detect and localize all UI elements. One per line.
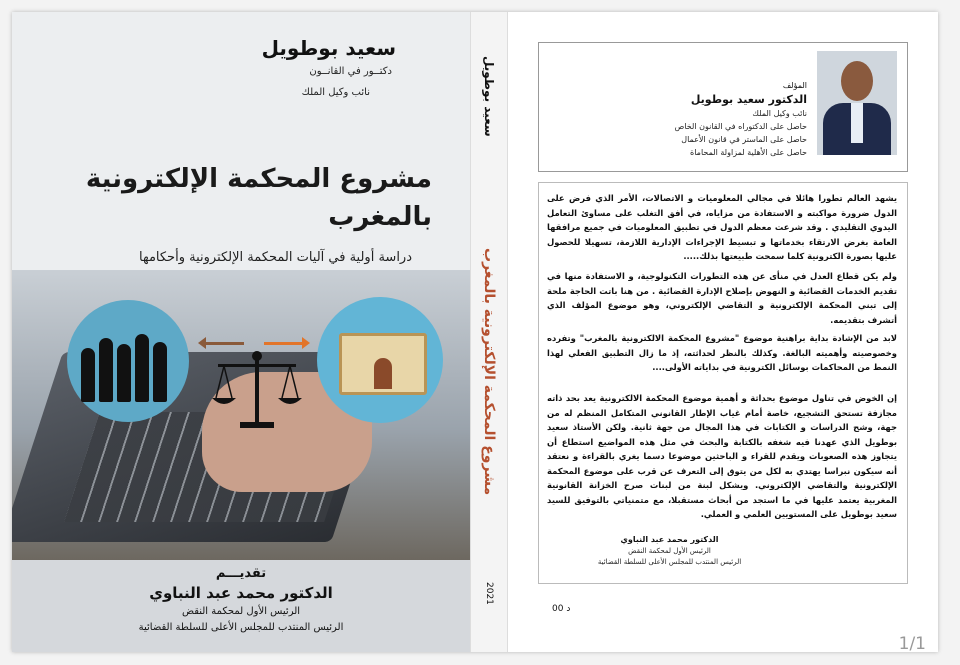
blurb-paragraph-1: يشهد العالم تطورا هائلا في مجالي المعلوميات و الاتصالات، الأمر الذي فرض على الدول ضرورة مواكبته و الاستفادة من مزاياه، في أفق التغلب على مساوئ التعامل اليدوي التقليدي . وقد شرعت معظم الدول في تطبيق المعلوميات في جميع مرافقها العامة بغرض الارتقاء بخدماتها و تبسيط الإجراءات الإدارية اللازمة، تسهيلا للحصول عليها بصورة الكترونية كلما سمحت طبيعتها بذلك..... (547, 193, 897, 261)
author-photo-shirt (851, 103, 863, 143)
back-blurb-box (538, 182, 908, 584)
author-line-4: حاصل على الأهلية لمزاولة المحاماة (690, 148, 807, 157)
book-subtitle: دراسة أولية في آليات المحكمة الإلكترونية وأحكامها (139, 250, 412, 265)
back-author-name: الدكتور سعيد بوطويل (690, 93, 807, 106)
person-icon (135, 334, 149, 402)
book-cover-spread (12, 12, 938, 652)
author-photo-head (841, 61, 873, 101)
foreword-label: تقديـــم (215, 566, 267, 581)
people-circle-icon (67, 300, 189, 422)
signature-name: الدكتور محمد عبد النباوي (620, 535, 719, 544)
blurb-paragraph-3: لابد من الإشادة بداية براهنية موضوع "مشروع المحكمة الالكترونية بالمغرب" وتفرده وخصوصيته وأهميته البالغة. وكذلك بالنظر لحداثته، إذ ما زال التطبيق الفعلي لهذا النمط من المحاكمات بوسائل الكترونية في بداياته الأولى.... (547, 333, 897, 372)
person-icon (117, 344, 131, 402)
spine-author: سعيد بوطويل (482, 56, 496, 137)
courthouse-circle-icon (317, 297, 443, 423)
signature-title-1: الرئيس الأول لمحكمة النقض (628, 547, 711, 555)
book-title: مشروع المحكمة الإلكترونية بالمغرب (85, 164, 432, 232)
foreword-author: الدكتور محمد عبد النباوي (149, 584, 333, 602)
blurb-paragraph-4: إن الخوض في تناول موضوع بحداثة و أهمية موضوع المحكمة الالكترونية يعد بحد ذاته مجازفة تستحق التشجيع، خاصة أمام غياب الإطار القانوني المتكامل المنظم له من جهة، وشح الدراسات و الكتابات في هذا المجال من جهة ثانية. ولكن الأستاذ سعيد بوطويل الذي عهدنا فيه شغفه بالكتابة والبحث في مثل هذه المواضيع استطاع أن يتجاوز هذه الصعوبات ويقدم للقراء و الباحثين موضوعا دسما يغري بالقراءة و نعتقد أنه سيكون نبراسا يهتدي به لكل من يتوق إلى التعرف عن قرب على موضوع المحكمة الإلكترونية والتقاضي الإلكتروني. ويشكل لبنة من لبنات صرح الخزانة القانونية المغربية يعتمد عليها في ما استجد من أبحاث مستقبلا، مع متمنياتي بالتوفيق للسيد سعيد بوطويل على المستويين العلمي و العملي. (547, 393, 897, 519)
spine-year: 2021 (484, 582, 494, 605)
author-line-1: نائب وكيل الملك (752, 109, 807, 118)
scales-of-justice-icon (212, 342, 302, 434)
blurb-paragraph-2: ولم يكن قطاع العدل في منأى عن هذه التطورات التكنولوجية، و الاستفادة منها في تقديم الخدمات القضائية و النهوض بإصلاح الإدارة القضائية . من هنا باتت الحاجة ملحة إلى تبني المحكمة الإلكترونية و التقاضي الإلكتروني، وهو موضوع المؤلف الذي أتشرف بتقديمه. (547, 271, 897, 325)
price-label: 00 د (552, 604, 571, 614)
spine-title-box (472, 248, 506, 496)
author-line-3: حاصل على الماستر في قانون الأعمال (681, 135, 807, 144)
author-info-box (538, 42, 908, 172)
foreword-title-1: الرئيس الأول لمحكمة النقض (181, 606, 301, 617)
cover-author-title-1: دكتــور في القانــون (309, 66, 392, 77)
cover-author-title-2: نائب وكيل الملك (301, 87, 370, 98)
spine-author-box (472, 56, 506, 146)
person-icon (99, 338, 113, 402)
cover-author-name: سعيد بوطويل (261, 36, 396, 60)
signature-title-2: الرئيس المنتدب للمجلس الأعلى للسلطة القضائية (597, 558, 742, 566)
front-cover (12, 12, 470, 652)
courthouse-door (374, 358, 392, 389)
person-icon (81, 348, 95, 402)
person-icon (153, 342, 167, 402)
page-indicator: 1/1 (898, 634, 926, 654)
author-line-2: حاصل على الدكتوراه في القانون الخاص (674, 122, 807, 131)
spine-title: مشروع المحكمة الإلكترونية بالمغرب (481, 248, 497, 496)
author-photo (817, 51, 897, 155)
foreword-title-2: الرئيس المنتدب للمجلس الأعلى للسلطة القضائية (138, 622, 344, 633)
spine-year-box (472, 582, 506, 612)
courthouse-icon (339, 333, 427, 395)
author-label: المؤلف (782, 81, 807, 90)
